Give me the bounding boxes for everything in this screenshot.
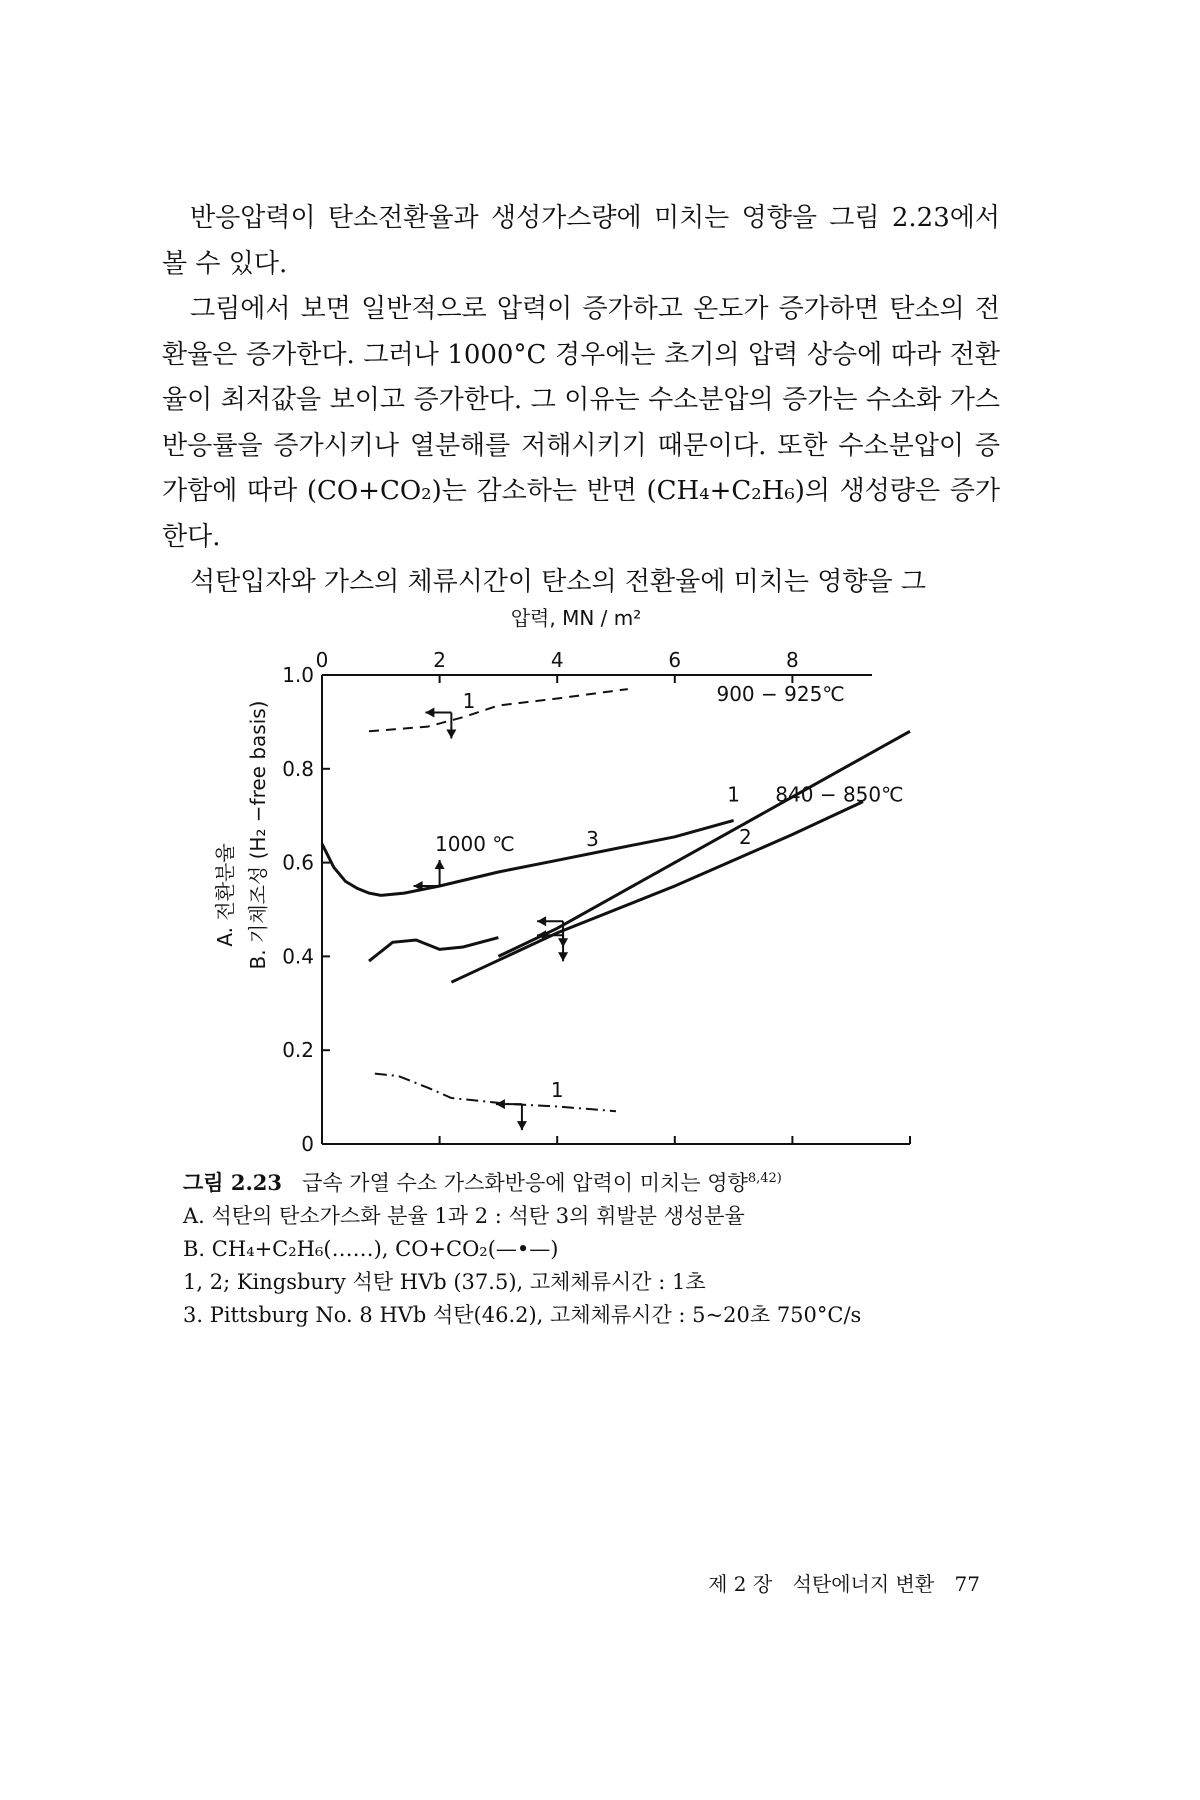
y-tick-label: 0.2 [282, 1038, 314, 1063]
series-temperature-label: 840 − 850℃ [775, 782, 904, 807]
arrow-head [517, 1121, 527, 1130]
paragraph: 그림에서 보면 일반적으로 압력이 증가하고 온도가 증가하면 탄소의 전환율은 증가한다. 그러나 1000°C 경우에는 초기의 압력 상승에 따라 전환율이 최저값을 보이고 증가한다. 그 이유는 수소분압의 증가는 수소화 가스반응률을 증가시키나 열분해를 저해시키기 때문이다. 또한 수소분압이 증가함에 따라 (CO+CO₂)는 감소하는 반면 (CH₄+C₂H₆)의 생성량은 증가한다. [162, 294, 1000, 552]
caption-line-c: 1, 2; Kingsbury 석탄 HVb (37.5), 고체체류시간 : 1초 [183, 1270, 706, 1294]
x-tick-label [316, 1154, 329, 1155]
series-line [322, 820, 734, 895]
series-temperature-label: 900 − 925℃ [716, 681, 845, 706]
top-axis-title: 압력, MN / m² [510, 606, 642, 630]
series-line [369, 689, 628, 731]
y-tick-label: 0 [301, 1132, 314, 1155]
arrow-head [435, 860, 445, 869]
series-label: 1 [727, 782, 740, 807]
series-label: 2 [738, 824, 752, 849]
figure-caption [183, 1162, 1003, 1332]
series-label: 1 [462, 688, 476, 713]
arrow-head [446, 730, 456, 739]
caption-title: 그림 2.23 [183, 1170, 283, 1195]
x-tick-label [780, 1154, 805, 1155]
arrow-head [537, 916, 546, 926]
body-text [162, 196, 1000, 606]
arrow-head [425, 708, 434, 718]
top-tick-label: 4 [550, 648, 564, 672]
series-temperature-label: 1000 ℃ [435, 831, 515, 856]
caption-line-d: 3. Pittsburg No. 8 HVb 석탄(46.2), 고체체류시간 : 5~20초 750°C/s [183, 1303, 862, 1327]
top-tick-label: 8 [786, 648, 799, 672]
series-line [498, 731, 910, 956]
footer-chapter: 제 2 장 [708, 1572, 773, 1596]
top-tick-label: 0 [315, 648, 329, 672]
series-line [375, 1074, 616, 1112]
x-tick-label [544, 1154, 569, 1155]
y-tick-label: 0.4 [282, 944, 314, 969]
x-tick-label [427, 1154, 452, 1155]
footer-title: 석탄에너지 변환 [792, 1572, 935, 1596]
y-tick-label: 0.6 [282, 850, 314, 875]
top-tick-label: 2 [433, 648, 446, 672]
y-tick-label: 1.0 [282, 663, 314, 687]
series-label: 1 [550, 1078, 564, 1103]
y-tick-label: 0.8 [282, 756, 314, 781]
pressure-chart [0, 595, 1200, 1155]
caption-line-a: A. 석탄의 탄소가스화 분율 1과 2 : 석탄 3의 휘발분 생성분율 [183, 1204, 745, 1228]
arrow-head [558, 952, 568, 961]
y-axis-title-a: A. 전환분율 [213, 843, 237, 947]
caption-text: 급속 가열 수소 가스화반응에 압력이 미치는 영향 [302, 1171, 748, 1195]
caption-title-line [183, 1162, 1003, 1200]
page-number: 77 [954, 1572, 980, 1596]
series-label: 3 [586, 827, 599, 852]
arrow-head [496, 1099, 505, 1109]
top-tick-label: 6 [668, 648, 682, 672]
paragraph: 석탄입자와 가스의 체류시간이 탄소의 전환율에 미치는 영향을 그 [190, 567, 926, 597]
caption-ref: 8,42) [747, 1171, 782, 1186]
series-line [369, 938, 498, 962]
y-axis-title-b: B. 기체조성 (H₂ −free basis) [246, 700, 270, 970]
x-tick-label [897, 1154, 922, 1155]
page-footer [640, 1568, 980, 1597]
series-line [451, 802, 863, 983]
paragraph: 반응압력이 탄소전환율과 생성가스량에 미치는 영향을 그림 2.23에서 볼 수 있다. [162, 203, 1000, 279]
x-tick-label [662, 1154, 687, 1155]
caption-line-b: B. CH₄+C₂H₆(……), CO+CO₂(—•—) [183, 1237, 559, 1261]
